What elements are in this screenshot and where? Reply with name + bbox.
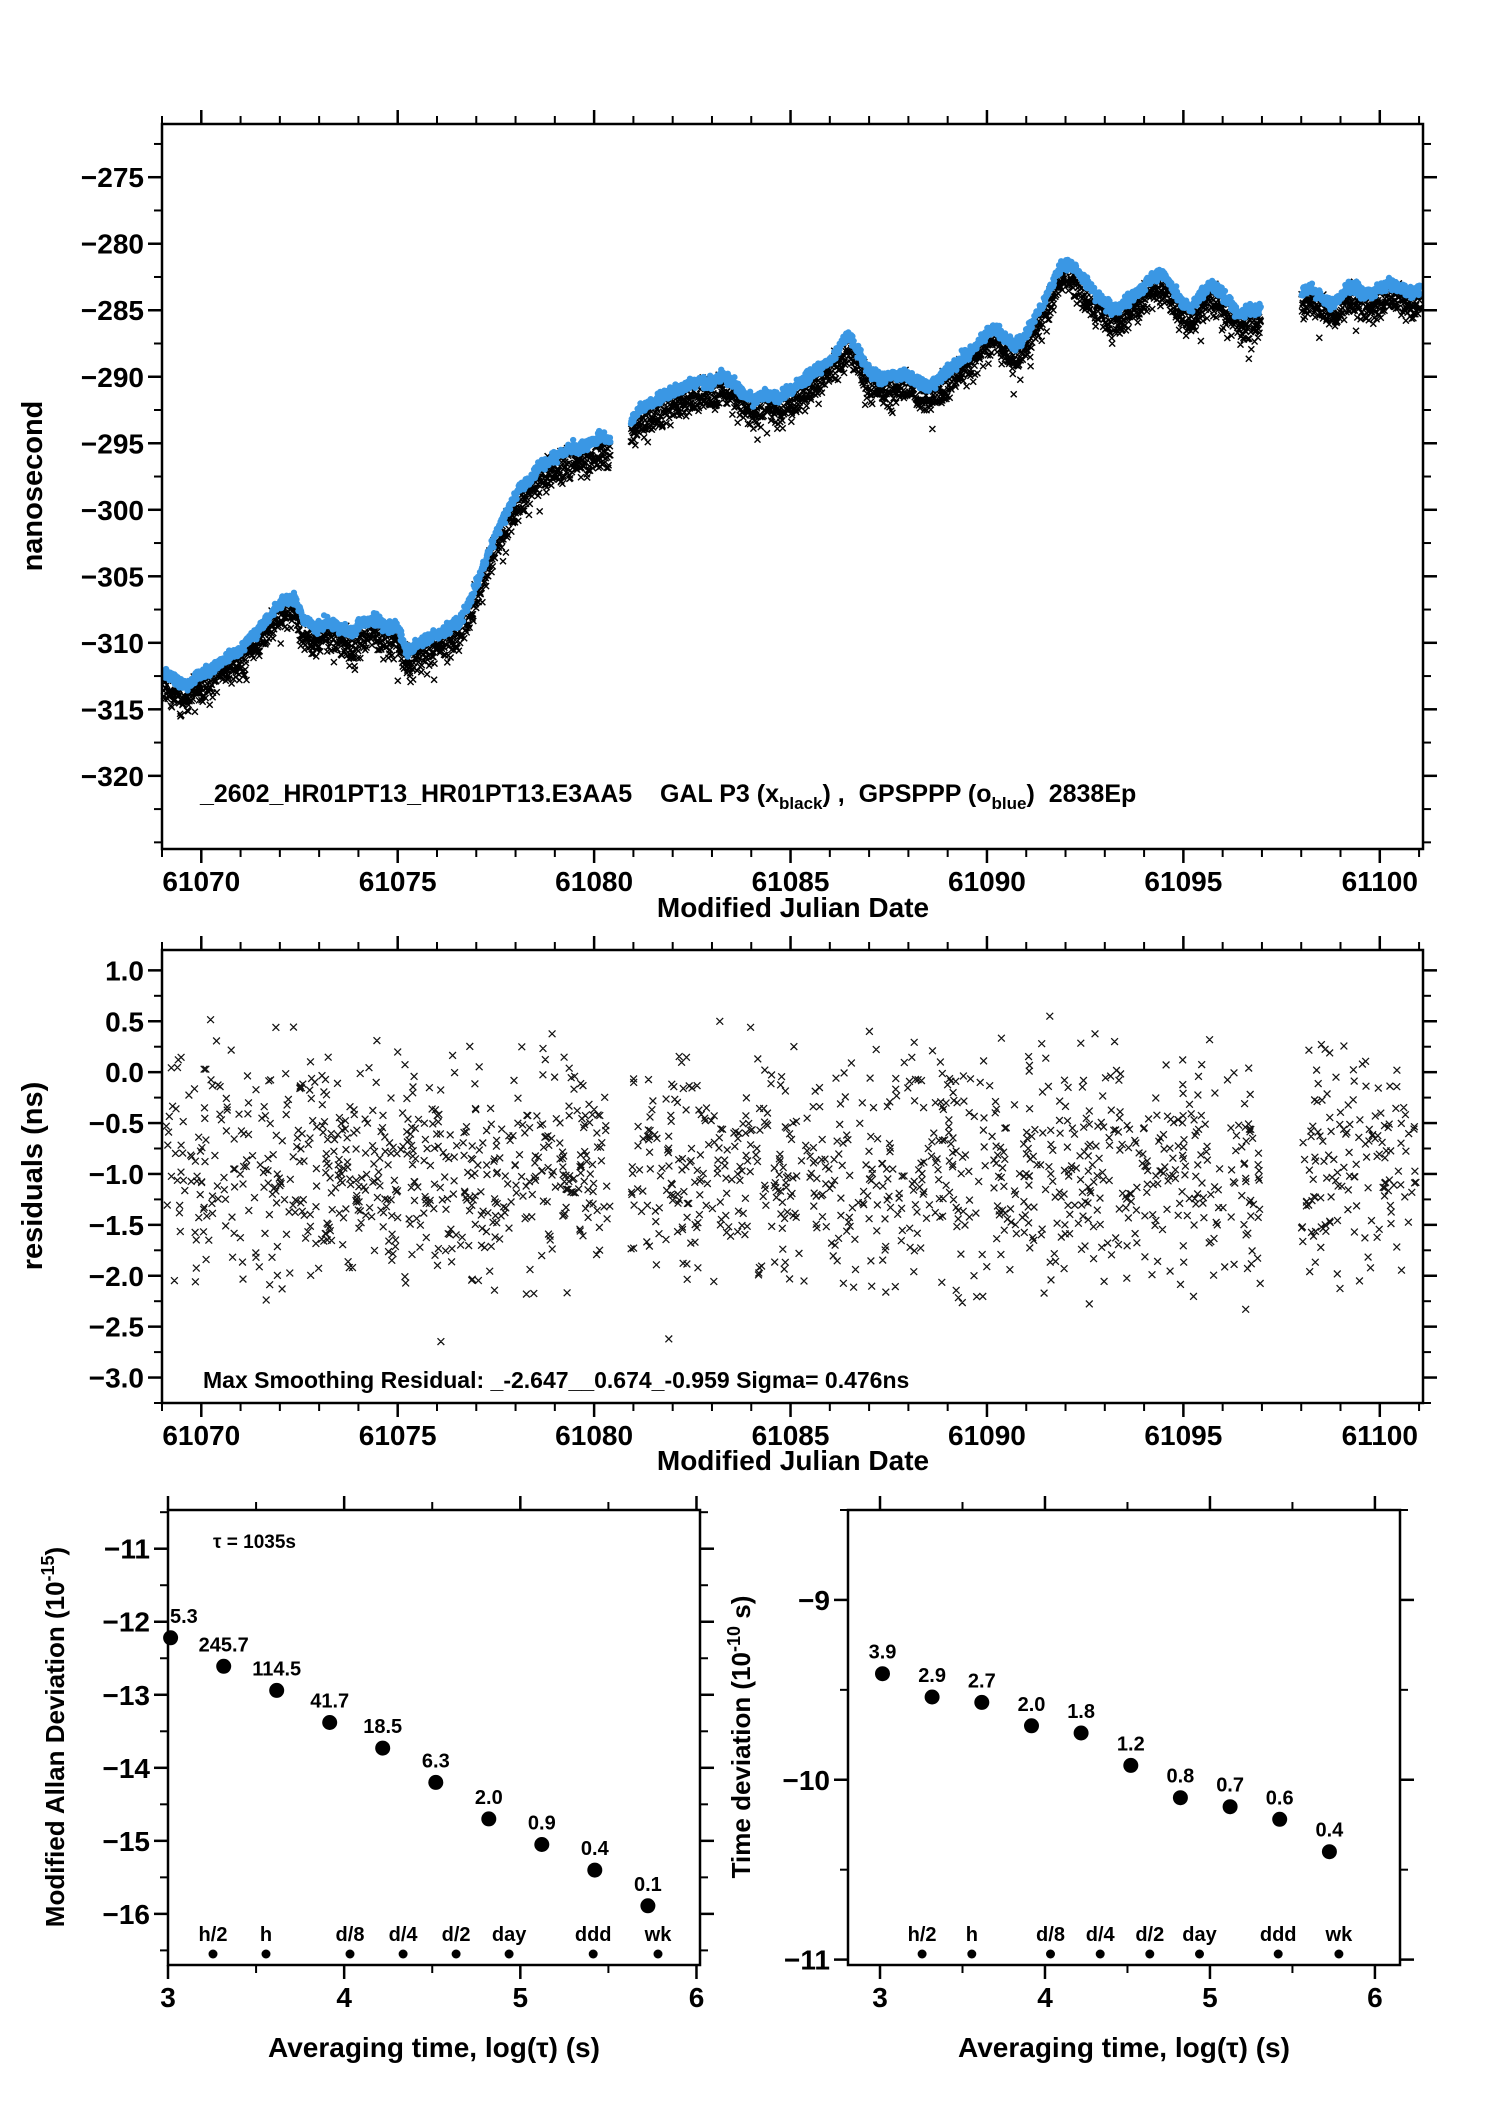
- mdev-point-label: 114.5: [252, 1658, 302, 1681]
- tdev-point: [1322, 1844, 1337, 1859]
- tdev-point: [1173, 1790, 1188, 1805]
- phase-y-tick-label: −275: [80, 162, 144, 194]
- mdev-point-label: 6.3: [421, 1750, 450, 1773]
- mdev-tau-marker-label: h: [259, 1924, 273, 1946]
- mdev-point-label: 5.3: [170, 1605, 198, 1628]
- phase-plot-border: [162, 124, 1423, 849]
- tdev-point-label: 0.7: [1216, 1774, 1245, 1797]
- mdev-point: [269, 1683, 284, 1698]
- tdev-tau-marker-dot: [1334, 1950, 1343, 1959]
- mdev-point: [534, 1837, 549, 1852]
- tdev-point-label: 2.9: [918, 1665, 947, 1687]
- phase-x-tick-label: 61070: [162, 866, 241, 897]
- phase-x-tick-label: 61080: [555, 866, 634, 897]
- tdev-tau-marker-dot: [918, 1950, 927, 1959]
- mdev-point: [163, 1630, 178, 1645]
- mdev-tau-marker-dot: [209, 1950, 218, 1959]
- residuals-x-tick-label: 61075: [358, 1420, 437, 1451]
- mdev-tau-marker-dot: [505, 1950, 514, 1959]
- mdev-x-tick-label: 3: [160, 1982, 176, 2013]
- phase-y-tick-label: −320: [80, 760, 144, 792]
- tdev-tau-marker-dot: [1145, 1950, 1154, 1959]
- tdev-tau-marker-label: d/8: [1036, 1924, 1065, 1946]
- residuals-scatter: [163, 1013, 1419, 1345]
- tdev-x-axis-title: Averaging time, log(τ) (s): [958, 2032, 1290, 2063]
- mdev-point: [375, 1741, 390, 1756]
- tdev-tau-marker-label: h/2: [907, 1924, 937, 1946]
- tdev-x-tick-label: 4: [1037, 1982, 1053, 2013]
- mdev-x-tick-label: 6: [688, 1982, 705, 2013]
- residuals-x-tick-label: 61095: [1144, 1420, 1223, 1451]
- phase-panel: [81, 110, 1437, 897]
- tdev-point: [1024, 1718, 1039, 1733]
- tdev-tau-marker-dot: [967, 1950, 976, 1959]
- mdev-y-tick-label: −16: [102, 1898, 150, 1930]
- mdev-tau-marker-dot: [346, 1950, 355, 1959]
- residuals-y-tick-label: −2.5: [88, 1311, 144, 1343]
- residuals-x-tick-label: 61085: [751, 1420, 830, 1451]
- phase-y-axis-title: nanosecond: [17, 400, 49, 572]
- tdev-point-label: 2.7: [967, 1670, 996, 1693]
- mdev-point: [428, 1775, 443, 1790]
- tdev-point-label: 2.0: [1017, 1693, 1046, 1716]
- residuals-y-tick-label: −0.5: [88, 1108, 144, 1140]
- tdev-point-label: 3.9: [868, 1641, 897, 1664]
- tdev-y-tick-label: −9: [798, 1584, 830, 1616]
- tdev-tau-marker-dot: [1046, 1950, 1055, 1959]
- mdev-y-tick-label: −13: [102, 1679, 150, 1711]
- phase-x-tick-label: 61095: [1144, 866, 1223, 897]
- tdev-tau-marker-label: wk: [1325, 1924, 1353, 1946]
- tdev-tau-marker-label: day: [1182, 1924, 1217, 1946]
- residuals-x-tick-label: 61070: [162, 1420, 241, 1451]
- mdev-y-tick-label: −12: [102, 1606, 150, 1638]
- phase-y-tick-label: −305: [80, 561, 144, 593]
- mdev-tau-annotation: τ = 1035s: [213, 1532, 296, 1553]
- mdev-point-label: 245.7: [198, 1634, 249, 1657]
- mdev-tau-marker-label: h/2: [198, 1924, 228, 1946]
- mdev-y-tick-label: −14: [102, 1752, 150, 1784]
- mdev-tau-marker-label: wk: [644, 1924, 672, 1946]
- tdev-point: [875, 1666, 890, 1681]
- tdev-x-tick-label: 3: [872, 1982, 888, 2013]
- mdev-tau-marker-label: d/2: [441, 1924, 471, 1946]
- tdev-tau-marker-dot: [1096, 1950, 1105, 1959]
- phase-x-tick-label: 61085: [751, 866, 830, 897]
- residuals-plot-border: [162, 950, 1423, 1403]
- mdev-point: [587, 1863, 602, 1878]
- tdev-point-label: 0.6: [1265, 1787, 1294, 1810]
- residuals-y-axis-title: residuals (ns): [17, 1081, 49, 1271]
- phase-x-tick-label: 61090: [948, 866, 1026, 897]
- tdev-y-tick-label: −10: [782, 1764, 830, 1796]
- phase-x-tick-label: 61100: [1341, 866, 1418, 897]
- tdev-point: [1223, 1799, 1238, 1814]
- residuals-y-tick-label: −1.0: [88, 1158, 144, 1190]
- tdev-tau-marker-label: h: [965, 1924, 978, 1946]
- residuals-x-tick-label: 61090: [948, 1420, 1026, 1451]
- phase-x-axis-title: Modified Julian Date: [656, 892, 930, 923]
- tdev-y-tick-label: −11: [784, 1944, 830, 1976]
- tdev-point: [974, 1695, 989, 1710]
- phase-x-tick-label: 61075: [358, 866, 437, 897]
- tdev-point-label: 0.4: [1315, 1819, 1344, 1842]
- tdev-point: [925, 1690, 940, 1705]
- mdev-point: [216, 1659, 231, 1674]
- residuals-annotation: Max Smoothing Residual: _-2.647__0.674_-0.959 Sigma= 0.476ns: [203, 1367, 910, 1393]
- tdev-point-label: 1.2: [1116, 1733, 1145, 1756]
- mdev-tau-marker-dot: [452, 1950, 461, 1959]
- mdev-x-tick-label: 4: [336, 1982, 352, 2013]
- residuals-x-tick-label: 61100: [1341, 1420, 1418, 1451]
- mdev-tau-marker-label: ddd: [574, 1924, 612, 1946]
- mdev-point: [322, 1715, 337, 1730]
- gal-p3-black-scatter: [161, 264, 1424, 719]
- tdev-point-label: 1.8: [1067, 1701, 1096, 1723]
- phase-y-tick-label: −295: [80, 428, 144, 460]
- mdev-tau-marker-dot: [399, 1950, 408, 1959]
- mdev-point: [481, 1811, 496, 1826]
- phase-axes: [81, 110, 1437, 897]
- phase-y-tick-label: −280: [80, 228, 144, 260]
- residuals-x-tick-label: 61080: [555, 1420, 634, 1451]
- mdev-tau-marker-dot: [262, 1950, 271, 1959]
- mdev-point-label: 0.9: [527, 1812, 556, 1835]
- mdev-point-label: 0.4: [580, 1838, 609, 1861]
- mdev-x-tick-label: 5: [512, 1982, 529, 2013]
- residuals-y-tick-label: −3.0: [88, 1362, 144, 1394]
- mdev-point-label: 41.7: [310, 1690, 350, 1713]
- tdev-y-axis-title: Time deviation ($10^{-10}$ s): [724, 1595, 756, 1879]
- tdev-tau-marker-label: d/4: [1085, 1924, 1115, 1946]
- residuals-y-tick-label: −1.5: [88, 1209, 144, 1241]
- phase-y-tick-label: −290: [80, 361, 144, 393]
- tdev-x-tick-label: 5: [1202, 1982, 1218, 2013]
- residuals-y-tick-label: 0.5: [105, 1006, 144, 1038]
- mdev-point: [640, 1898, 655, 1913]
- mdev-tau-marker-label: d/8: [335, 1924, 365, 1946]
- mdev-panel: [103, 1496, 715, 2013]
- mdev-plot-border: [168, 1510, 700, 1965]
- tdev-point-label: 0.8: [1166, 1765, 1195, 1788]
- mdev-x-axis-title: Averaging time, log(τ) (s): [268, 2032, 600, 2063]
- mdev-y-tick-label: −15: [102, 1825, 150, 1857]
- mdev-tau-marker-label: d/4: [388, 1924, 418, 1946]
- mdev-tau-marker-label: day: [491, 1924, 527, 1946]
- tdev-point: [1074, 1726, 1089, 1741]
- phase-y-tick-label: −315: [80, 694, 144, 726]
- phase-y-tick-label: −285: [80, 295, 144, 327]
- phase-y-tick-label: −310: [80, 627, 144, 659]
- tdev-point: [1123, 1758, 1138, 1773]
- tdev-panel: [783, 1496, 1415, 2013]
- mdev-data: [163, 1606, 672, 1959]
- mdev-point-label: 0.1: [633, 1873, 662, 1896]
- mdev-tau-marker-dot: [654, 1950, 663, 1959]
- mdev-y-axis-title: Modified Allan Deviation $(10^{-15})$: [38, 1546, 70, 1928]
- mdev-y-tick-label: −11: [104, 1533, 150, 1565]
- tdev-tau-marker-dot: [1274, 1950, 1283, 1959]
- tdev-tau-marker-label: ddd: [1259, 1924, 1297, 1946]
- residuals-y-tick-label: −2.0: [88, 1260, 144, 1292]
- tdev-data: [869, 1642, 1354, 1959]
- mdev-tau-marker-dot: [589, 1950, 598, 1959]
- tdev-x-tick-label: 6: [1367, 1982, 1383, 2013]
- residuals-y-tick-label: 1.0: [105, 955, 144, 987]
- tdev-point: [1272, 1812, 1287, 1827]
- residuals-y-tick-label: 0.0: [105, 1057, 144, 1089]
- tdev-tau-marker-label: d/2: [1135, 1924, 1165, 1946]
- tdev-tau-marker-dot: [1195, 1950, 1204, 1959]
- residuals-x-axis-title: Modified Julian Date: [656, 1445, 930, 1476]
- mdev-point-label: 2.0: [474, 1786, 503, 1809]
- mdev-point-label: 18.5: [363, 1716, 403, 1739]
- phase-title-annotation: _2602_HR01PT13_HR01PT13.E3AA5 GAL P3 $(x_{black})$ , GPSPPP $(o_{blue})$ 2838Ep: [200, 780, 1137, 813]
- phase-y-tick-label: −300: [80, 494, 144, 526]
